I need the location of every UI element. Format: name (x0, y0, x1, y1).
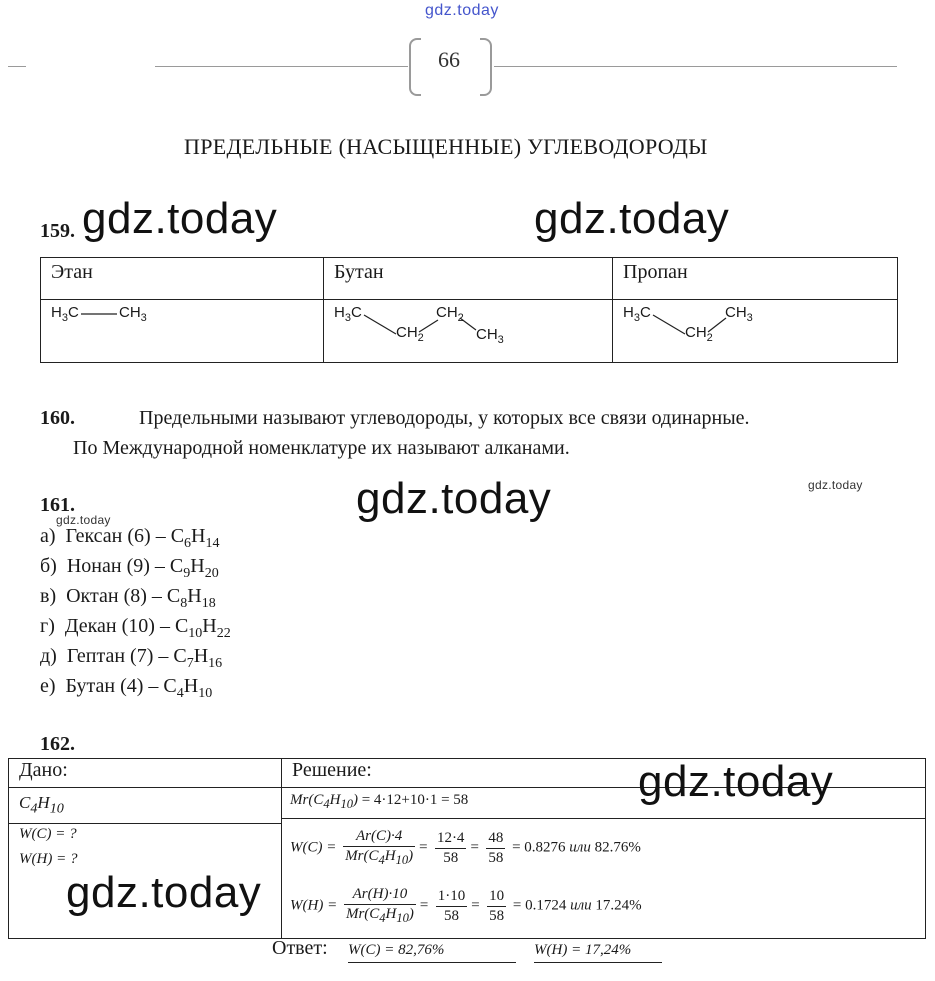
header-line-stub (8, 66, 26, 67)
watermark-big-5: gdz.today (66, 868, 262, 917)
page-bracket-right (480, 38, 492, 96)
butane-h3c: $H_3C$ (334, 304, 362, 324)
list-item: б) Нонан $(9) - C_9H_{20}$ (40, 555, 219, 581)
list-item: г) Декан $(10) - C_{10}H_{22}$ (40, 615, 231, 641)
header-butane: Бутан (324, 258, 613, 300)
given-label: Дано: (9, 759, 282, 788)
wh-equation: W(H) = $\frac{Ar(H)\cdot 10}{Mr(C_4H_{10})}$ = $\frac{1\cdot 10}{58}$ = $\frac{10}{58}$ = 0.1724 или 17.24% (290, 886, 642, 925)
answer-wc: W(C) = 82,76% (348, 942, 516, 963)
mr-underline (282, 818, 925, 819)
mr-line: $Mr(C_4H_{10}) = 4\cdot 12+10\cdot 1 = 58$ (290, 792, 469, 811)
given-formula-cell (9, 788, 282, 824)
task-162-number: 162. (40, 733, 75, 755)
butane-ch3: $CH_3$ (476, 326, 504, 346)
answer-wh: W(H) = 17,24% (534, 942, 662, 963)
watermark-small-2: gdz.today (56, 513, 111, 527)
wc-equation: W(C) = $\frac{Ar(C)\cdot 4}{Mr(C_4H_{10})}$ = $\frac{12\cdot 4}{58}$ = $\frac{48}{58}$ = 0.8276 или 82.76% (290, 828, 641, 867)
given-formula: $C_4H_{10}$ (19, 793, 64, 817)
watermark-big-4: gdz.today (638, 757, 834, 806)
task-159-table (40, 257, 898, 363)
watermark-small-1: gdz.today (808, 478, 863, 492)
solution-label: Решение: (282, 759, 926, 788)
section-title: ПРЕДЕЛЬНЫЕ (НАСЫЩЕННЫЕ) УГЛЕВОДОРОДЫ (184, 134, 708, 159)
propane-bonds (613, 300, 897, 362)
watermark-top: gdz.today (425, 2, 499, 19)
task-160-line1: Предельными называют углеводороды, у которых все связи одинарные. (139, 407, 750, 429)
propane-h3c: $H_3C$ (623, 304, 651, 324)
watermark-big-2: gdz.today (534, 194, 730, 243)
list-item: д) Гептан $(7) - C_7H_{16}$ (40, 645, 223, 671)
butane-ch2-upper: $CH_2$ (436, 304, 464, 324)
list-item: е) Бутан $(4) - C_4H_{10}$ (40, 675, 213, 701)
list-item: в) Октан $(8) - C_8H_{18}$ (40, 585, 216, 611)
ethane-formula (41, 300, 324, 363)
task-161-list (40, 525, 231, 705)
ethane-h3c: $H_3C$ (51, 304, 79, 324)
page-bracket-left (409, 38, 421, 96)
task-160-number: 160. (40, 407, 75, 429)
header-line-right (494, 66, 897, 67)
solution-cell (282, 788, 926, 939)
answer-label: Ответ: (272, 937, 328, 959)
task-159-number: 159. (40, 220, 75, 242)
header-ethane: Этан (41, 258, 324, 300)
find-wh: W(H) = ? (19, 851, 78, 868)
propane-formula (613, 300, 898, 363)
find-wc: W(C) = ? (19, 826, 77, 843)
ethane-bonds (41, 300, 313, 362)
propane-ch2: $CH_2$ (685, 324, 713, 344)
butane-ch2-lower: $CH_2$ (396, 324, 424, 344)
header-propane: Пропан (613, 258, 898, 300)
task-160-line2: По Международной номенклатуре их называют алканами. (73, 437, 570, 459)
list-item: а) Гексан $(6) - C_6H_{14}$ (40, 525, 220, 551)
watermark-big-1: gdz.today (82, 194, 278, 243)
propane-ch3: $CH_3$ (725, 304, 753, 324)
task-161-number: 161. (40, 494, 75, 516)
header-line-left (155, 66, 408, 67)
page-number: 66 (438, 47, 460, 72)
ethane-ch3: $CH_3$ (119, 304, 147, 324)
watermark-big-3: gdz.today (356, 474, 552, 523)
butane-formula (324, 300, 613, 363)
